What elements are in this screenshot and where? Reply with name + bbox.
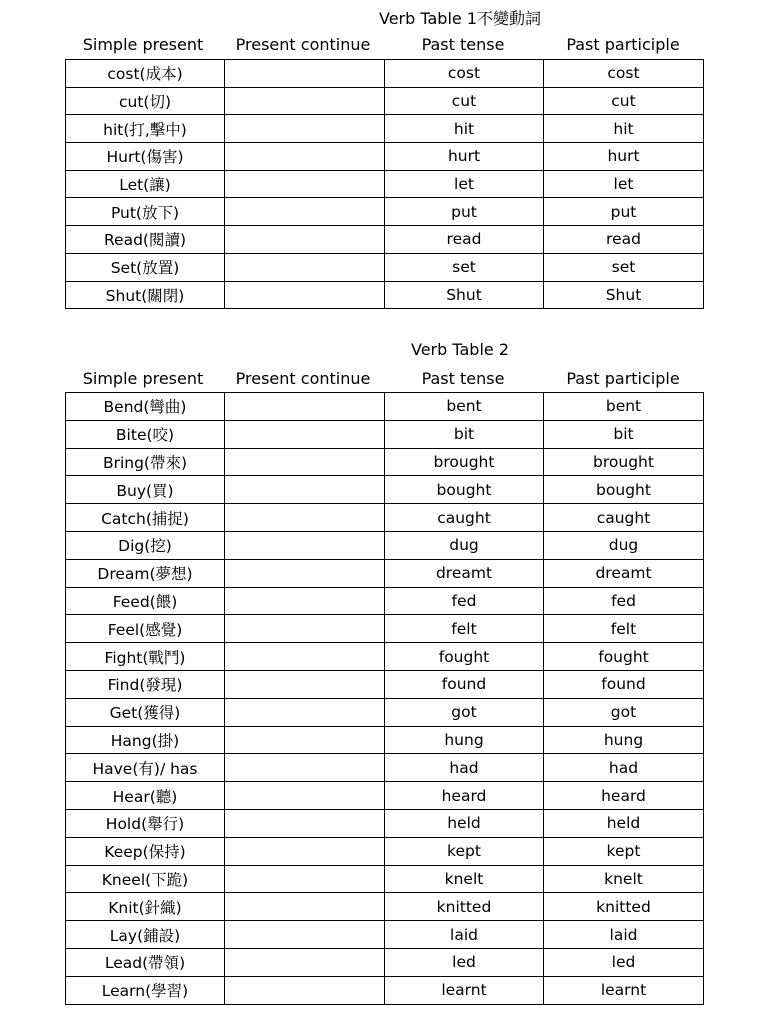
simple-present-cell: hit(打,擊中) (66, 115, 225, 143)
present-continue-cell (225, 726, 385, 754)
table-row (66, 615, 704, 643)
past-tense-cell: found (385, 670, 544, 698)
past-tense-cell: kept (385, 837, 544, 865)
past-tense-cell: led (385, 948, 544, 976)
simple-present-cell: cost(成本) (66, 60, 225, 88)
past-tense-cell: bought (385, 476, 544, 504)
past-participle-cell: Shut (544, 281, 704, 309)
present-continue-cell (225, 643, 385, 671)
simple-present-cell: Get(獲得) (66, 698, 225, 726)
past-participle-cell: let (544, 170, 704, 198)
present-continue-cell (225, 393, 385, 421)
past-participle-cell: dreamt (544, 559, 704, 587)
past-participle-cell: brought (544, 448, 704, 476)
table-row (66, 976, 704, 1004)
past-participle-cell: held (544, 809, 704, 837)
past-participle-cell: read (544, 226, 704, 254)
column-header-present-continue: Present continue (235, 35, 371, 54)
table-row (66, 837, 704, 865)
simple-present-cell: Knit(針織) (66, 893, 225, 921)
simple-present-cell: Catch(捕捉) (66, 504, 225, 532)
table-row (66, 726, 704, 754)
simple-present-cell: Feel(感覺) (66, 615, 225, 643)
simple-present-cell: Find(發現) (66, 670, 225, 698)
column-header-simple-present: Simple present (82, 35, 204, 54)
present-continue-cell (225, 60, 385, 88)
column-header-present-continue: Present continue (235, 369, 371, 388)
past-tense-cell: heard (385, 782, 544, 810)
table-row (66, 559, 704, 587)
past-participle-cell: hit (544, 115, 704, 143)
table-row (66, 698, 704, 726)
past-participle-cell: hung (544, 726, 704, 754)
present-continue-cell (225, 448, 385, 476)
past-tense-cell: brought (385, 448, 544, 476)
present-continue-cell (225, 198, 385, 226)
past-tense-cell: hit (385, 115, 544, 143)
table-row (66, 420, 704, 448)
present-continue-cell (225, 921, 385, 949)
table-row (66, 531, 704, 559)
past-participle-cell: heard (544, 782, 704, 810)
table-row (66, 253, 704, 281)
table-row (66, 476, 704, 504)
table-header-row (63, 34, 703, 56)
simple-present-cell: Learn(學習) (66, 976, 225, 1004)
past-participle-cell: dug (544, 531, 704, 559)
table-row (66, 281, 704, 309)
past-tense-cell: got (385, 698, 544, 726)
past-participle-cell: felt (544, 615, 704, 643)
simple-present-cell: Lead(帶領) (66, 948, 225, 976)
simple-present-cell: Kneel(下跪) (66, 865, 225, 893)
past-participle-cell: fought (544, 643, 704, 671)
table-title: Verb Table 2 (410, 340, 509, 359)
past-tense-cell: bent (385, 393, 544, 421)
table-row (66, 504, 704, 532)
simple-present-cell: cut(切) (66, 87, 225, 115)
present-continue-cell (225, 143, 385, 171)
past-tense-cell: set (385, 253, 544, 281)
simple-present-cell: Put(放下) (66, 198, 225, 226)
table-row (66, 754, 704, 782)
past-tense-cell: dreamt (385, 559, 544, 587)
table-row (66, 893, 704, 921)
table-row (66, 87, 704, 115)
past-tense-cell: learnt (385, 976, 544, 1004)
past-participle-cell: hurt (544, 143, 704, 171)
simple-present-cell: Shut(關閉) (66, 281, 225, 309)
column-header-simple-present: Simple present (82, 369, 204, 388)
table-row (66, 198, 704, 226)
simple-present-cell: Hold(舉行) (66, 809, 225, 837)
verb-table (65, 392, 704, 1005)
simple-present-cell: Hang(掛) (66, 726, 225, 754)
table-row (66, 448, 704, 476)
past-participle-cell: learnt (544, 976, 704, 1004)
present-continue-cell (225, 698, 385, 726)
past-tense-cell: let (385, 170, 544, 198)
past-participle-cell: bent (544, 393, 704, 421)
present-continue-cell (225, 559, 385, 587)
present-continue-cell (225, 865, 385, 893)
table-row (66, 809, 704, 837)
present-continue-cell (225, 504, 385, 532)
table-title: Verb Table 1不變動詞 (378, 9, 541, 28)
past-tense-cell: dug (385, 531, 544, 559)
simple-present-cell: Bring(帶來) (66, 448, 225, 476)
past-participle-cell: put (544, 198, 704, 226)
table-row (66, 587, 704, 615)
table-row (66, 226, 704, 254)
past-tense-cell: felt (385, 615, 544, 643)
table-row (66, 782, 704, 810)
past-tense-cell: fed (385, 587, 544, 615)
past-tense-cell: laid (385, 921, 544, 949)
simple-present-cell: Dream(夢想) (66, 559, 225, 587)
past-participle-cell: knelt (544, 865, 704, 893)
simple-present-cell: Read(閱讀) (66, 226, 225, 254)
present-continue-cell (225, 115, 385, 143)
simple-present-cell: Fight(戰鬥) (66, 643, 225, 671)
table-row (66, 170, 704, 198)
past-participle-cell: knitted (544, 893, 704, 921)
past-participle-cell: fed (544, 587, 704, 615)
simple-present-cell: Have(有)/ has (66, 754, 225, 782)
table-row (66, 115, 704, 143)
table-row (66, 393, 704, 421)
simple-present-cell: Keep(保持) (66, 837, 225, 865)
present-continue-cell (225, 531, 385, 559)
past-participle-cell: caught (544, 504, 704, 532)
present-continue-cell (225, 226, 385, 254)
past-tense-cell: hung (385, 726, 544, 754)
past-participle-cell: cut (544, 87, 704, 115)
present-continue-cell (225, 420, 385, 448)
table-row (66, 865, 704, 893)
present-continue-cell (225, 782, 385, 810)
past-participle-cell: had (544, 754, 704, 782)
past-tense-cell: Shut (385, 281, 544, 309)
table-header-row (63, 368, 703, 390)
past-tense-cell: fought (385, 643, 544, 671)
present-continue-cell (225, 476, 385, 504)
simple-present-cell: Buy(買) (66, 476, 225, 504)
present-continue-cell (225, 253, 385, 281)
simple-present-cell: Dig(挖) (66, 531, 225, 559)
past-participle-cell: got (544, 698, 704, 726)
past-tense-cell: hurt (385, 143, 544, 171)
past-participle-cell: kept (544, 837, 704, 865)
past-tense-cell: held (385, 809, 544, 837)
present-continue-cell (225, 948, 385, 976)
present-continue-cell (225, 893, 385, 921)
table-row (66, 670, 704, 698)
present-continue-cell (225, 281, 385, 309)
column-header-past-participle: Past participle (566, 35, 680, 54)
past-participle-cell: led (544, 948, 704, 976)
present-continue-cell (225, 754, 385, 782)
past-tense-cell: knelt (385, 865, 544, 893)
simple-present-cell: Bite(咬) (66, 420, 225, 448)
past-tense-cell: put (385, 198, 544, 226)
past-participle-cell: bit (544, 420, 704, 448)
past-tense-cell: knitted (385, 893, 544, 921)
simple-present-cell: Let(讓) (66, 170, 225, 198)
simple-present-cell: Hurt(傷害) (66, 143, 225, 171)
present-continue-cell (225, 670, 385, 698)
past-tense-cell: bit (385, 420, 544, 448)
past-participle-cell: bought (544, 476, 704, 504)
simple-present-cell: Set(放置) (66, 253, 225, 281)
past-tense-cell: read (385, 226, 544, 254)
simple-present-cell: Feed(餵) (66, 587, 225, 615)
column-header-past-tense: Past tense (421, 369, 505, 388)
table-row (66, 948, 704, 976)
simple-present-cell: Bend(彎曲) (66, 393, 225, 421)
column-header-past-tense: Past tense (421, 35, 505, 54)
table-row (66, 643, 704, 671)
past-tense-cell: cost (385, 60, 544, 88)
simple-present-cell: Hear(聽) (66, 782, 225, 810)
past-tense-cell: had (385, 754, 544, 782)
present-continue-cell (225, 976, 385, 1004)
present-continue-cell (225, 615, 385, 643)
past-tense-cell: caught (385, 504, 544, 532)
past-participle-cell: cost (544, 60, 704, 88)
simple-present-cell: Lay(鋪設) (66, 921, 225, 949)
table-row (66, 143, 704, 171)
column-header-past-participle: Past participle (566, 369, 680, 388)
table-row (66, 60, 704, 88)
present-continue-cell (225, 837, 385, 865)
present-continue-cell (225, 587, 385, 615)
past-participle-cell: laid (544, 921, 704, 949)
past-tense-cell: cut (385, 87, 544, 115)
table-row (66, 921, 704, 949)
past-participle-cell: found (544, 670, 704, 698)
verb-table (65, 59, 704, 309)
present-continue-cell (225, 170, 385, 198)
past-participle-cell: set (544, 253, 704, 281)
present-continue-cell (225, 809, 385, 837)
present-continue-cell (225, 87, 385, 115)
